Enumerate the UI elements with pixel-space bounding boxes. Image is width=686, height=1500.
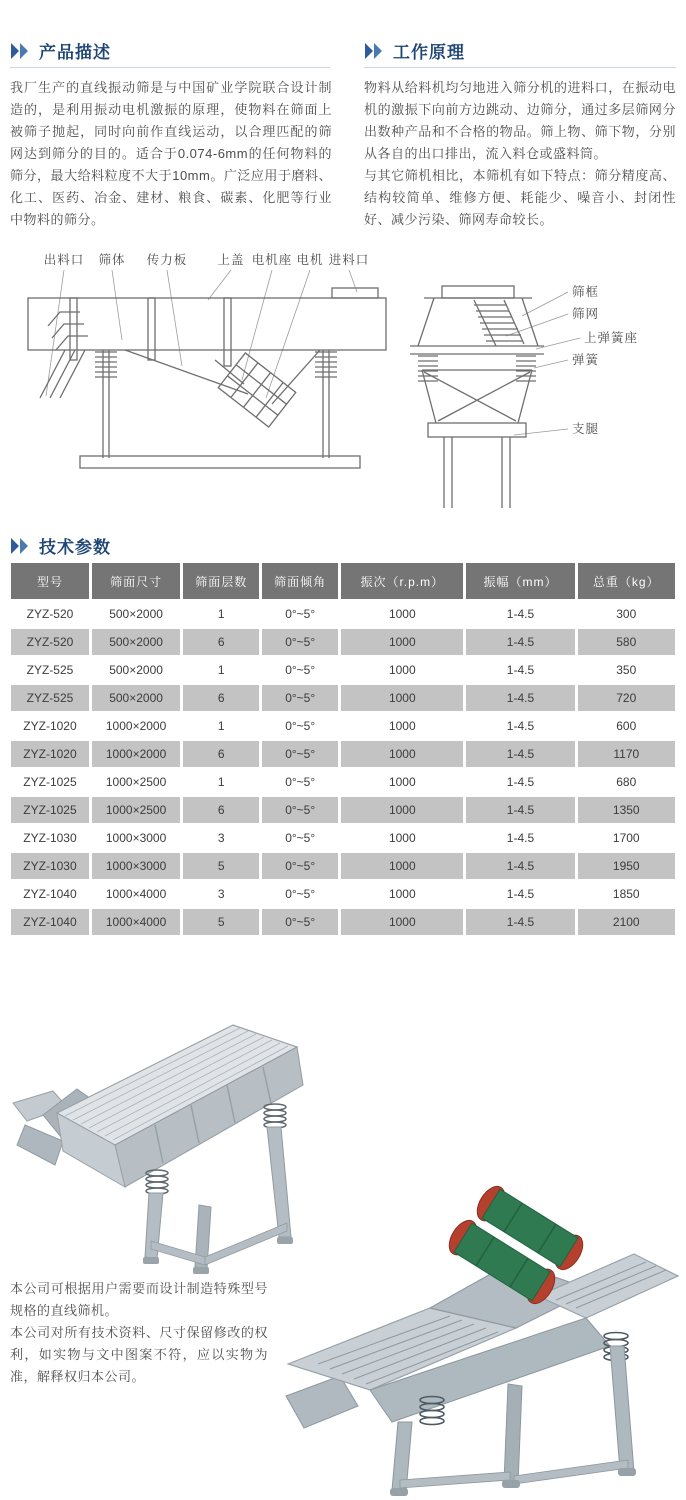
table-cell: 1000 [341,769,463,795]
table-cell: 300 [578,601,675,627]
end-view-diagram [410,278,676,513]
table-cell: 6 [183,797,259,823]
table-cell: ZYZ-1020 [11,741,89,767]
table-row [11,713,675,739]
table-cell: 1000×2500 [92,797,180,823]
table-cell: 1000×4000 [92,909,180,935]
column-header: 振次（r.p.m） [341,563,463,599]
paragraph: 我厂生产的直线振动筛是与中国矿业学院联合设计制造的，是利用振动电机激振的原理，使物料在筛面上被筛子抛起，同时向前作直线运动，以合理匹配的筛网达到筛分的目的。适合于0.074-6mm的任何物料的筛分，最大给料粒度不大于10mm。广泛应用于磨料、化工、医药、冶金、建材、粮食、碳素、化肥等行业中物料的筛分。 [10,80,332,227]
table-cell: 1000 [341,797,463,823]
diagram-label-screen-frame: 筛框 [572,285,600,299]
table-cell: 1-4.5 [466,769,574,795]
column-header: 筛面倾角 [262,563,338,599]
diagram-label-motor-base: 电机座 [251,253,293,267]
table-cell: ZYZ-1030 [11,853,89,879]
table-cell: 600 [578,713,675,739]
table-cell: 1350 [578,797,675,823]
table-cell: 580 [578,629,675,655]
table-row [11,685,675,711]
footer-note-line1: 本公司可根据用户需要而设计制造特殊型号规格的直线筛机。 [10,1281,268,1318]
table-cell: 1-4.5 [466,881,574,907]
table-cell: 1700 [578,825,675,851]
table-row [11,797,675,823]
table-cell: 6 [183,685,259,711]
column-header: 筛面层数 [183,563,259,599]
table-row [11,629,675,655]
table-cell: 1000×2500 [92,769,180,795]
table-cell: 1950 [578,853,675,879]
table-cell: 1 [183,657,259,683]
table-cell: 1000×2000 [92,713,180,739]
table-cell: 1-4.5 [466,629,574,655]
section-title: 工作原理 [393,43,465,62]
table-cell: 1-4.5 [466,685,574,711]
table-row [11,853,675,879]
table-cell: 2100 [578,909,675,935]
table-cell: 0°~5° [262,601,338,627]
table-cell: 1 [183,601,259,627]
column-header: 振幅（mm） [466,563,574,599]
table-cell: 720 [578,685,675,711]
table-cell: 500×2000 [92,629,180,655]
table-cell: 5 [183,853,259,879]
section-title: 技术参数 [39,538,111,557]
table-cell: 0°~5° [262,769,338,795]
table-cell: 500×2000 [92,601,180,627]
table-row [11,881,675,907]
side-view-diagram [10,248,410,488]
diagram-label-upper-spring-seat: 上弹簧座 [584,331,639,345]
table-cell: 6 [183,629,259,655]
table-cell: 5 [183,909,259,935]
table-cell: ZYZ-520 [11,629,89,655]
table-cell: ZYZ-1020 [11,713,89,739]
paragraph: 物料从给料机均匀地进入筛分机的进料口，在振动电机的激振下向前方边跳动、边筛分，通过多层筛网分出数种产品和不合格的物品。筛上物、筛下物，分别从各自的出口排出，流入料仓或盛料筒。 [364,80,676,161]
table-cell: 0°~5° [262,797,338,823]
diagram-label-motor: 电机 [296,253,324,267]
table-cell: 1000×4000 [92,881,180,907]
table-cell: ZYZ-1030 [11,825,89,851]
section-product-description [10,38,332,63]
table-cell: 680 [578,769,675,795]
table-cell: 1000×2000 [92,741,180,767]
paragraph: 与其它筛机相比，本筛机有如下特点：筛分精度高、结构较简单、维修方便、耗能少、噪音小、封闭性好、减少污染、筛网寿命较长。 [364,168,676,227]
diagram-label-screen-mesh: 筛网 [572,307,600,321]
table-cell: ZYZ-520 [11,601,89,627]
column-header: 型号 [11,563,89,599]
table-row [11,825,675,851]
table-cell: 1-4.5 [466,825,574,851]
diagram-label-inlet: 进料口 [328,253,370,267]
double-chevron-icon [10,42,32,60]
table-cell: 0°~5° [262,881,338,907]
table-cell: 0°~5° [262,909,338,935]
footer-note-line2: 本公司对所有技术资料、尺寸保留修改的权利，如实物与文中图案不符，应以实物为准，解释权归本公司。 [10,1325,268,1384]
table-cell: 1 [183,769,259,795]
table-cell: 6 [183,741,259,767]
table-cell: 1000×3000 [92,853,180,879]
table-cell: 1850 [578,881,675,907]
table-row [11,909,675,935]
table-cell: 0°~5° [262,853,338,879]
table-cell: 0°~5° [262,629,338,655]
section-working-principle [364,38,676,63]
diagram-label-spring: 弹簧 [572,353,600,367]
params-table-body [11,601,675,935]
diagram-label-support-leg: 支腿 [572,422,600,436]
table-cell: 500×2000 [92,685,180,711]
table-cell: 1-4.5 [466,657,574,683]
table-cell: ZYZ-1025 [11,797,89,823]
table-cell: 1000 [341,657,463,683]
table-cell: 1 [183,713,259,739]
table-cell: 0°~5° [262,713,338,739]
table-cell: 1000 [341,825,463,851]
footer-note [10,1278,268,1388]
table-cell: 1000 [341,741,463,767]
double-chevron-icon [364,42,386,60]
table-cell: ZYZ-1040 [11,881,89,907]
column-header: 总重（kg） [578,563,675,599]
table-cell: 1000 [341,629,463,655]
diagram-label-top-cover: 上盖 [217,253,245,267]
table-cell: 1000 [341,881,463,907]
table-cell: 500×2000 [92,657,180,683]
table-cell: 1000 [341,685,463,711]
double-chevron-icon [10,537,32,555]
table-cell: 3 [183,825,259,851]
table-cell: ZYZ-525 [11,685,89,711]
table-cell: ZYZ-1025 [11,769,89,795]
params-table-header-row [11,563,675,599]
table-cell: 1000 [341,909,463,935]
section-divider [364,67,676,68]
section-divider [10,67,330,68]
table-cell: 1000×3000 [92,825,180,851]
table-cell: 0°~5° [262,657,338,683]
table-cell: 1-4.5 [466,741,574,767]
diagram-label-force-plate: 传力板 [146,253,188,267]
diagram-label-outlet: 出料口 [43,253,85,267]
table-cell: 350 [578,657,675,683]
column-header: 筛面尺寸 [92,563,180,599]
table-cell: 1-4.5 [466,853,574,879]
table-row [11,741,675,767]
table-cell: 0°~5° [262,825,338,851]
table-cell: 3 [183,881,259,907]
table-cell: 1-4.5 [466,909,574,935]
table-cell: 1000 [341,713,463,739]
table-row [11,657,675,683]
params-table [8,561,678,937]
table-cell: 1000 [341,601,463,627]
table-cell: 1-4.5 [466,713,574,739]
table-cell: ZYZ-1040 [11,909,89,935]
product-description-text [10,77,332,231]
table-cell: 1170 [578,741,675,767]
table-cell: 1-4.5 [466,601,574,627]
table-cell: 1000 [341,853,463,879]
section-tech-params [10,533,310,558]
diagram-label-screen-body: 筛体 [98,253,126,267]
table-cell: 0°~5° [262,741,338,767]
table-cell: ZYZ-525 [11,657,89,683]
working-principle-text [364,77,676,231]
table-cell: 1-4.5 [466,797,574,823]
table-row [11,769,675,795]
table-row [11,601,675,627]
product-photo-2 [280,1150,686,1500]
section-title: 产品描述 [39,43,111,62]
table-cell: 0°~5° [262,685,338,711]
